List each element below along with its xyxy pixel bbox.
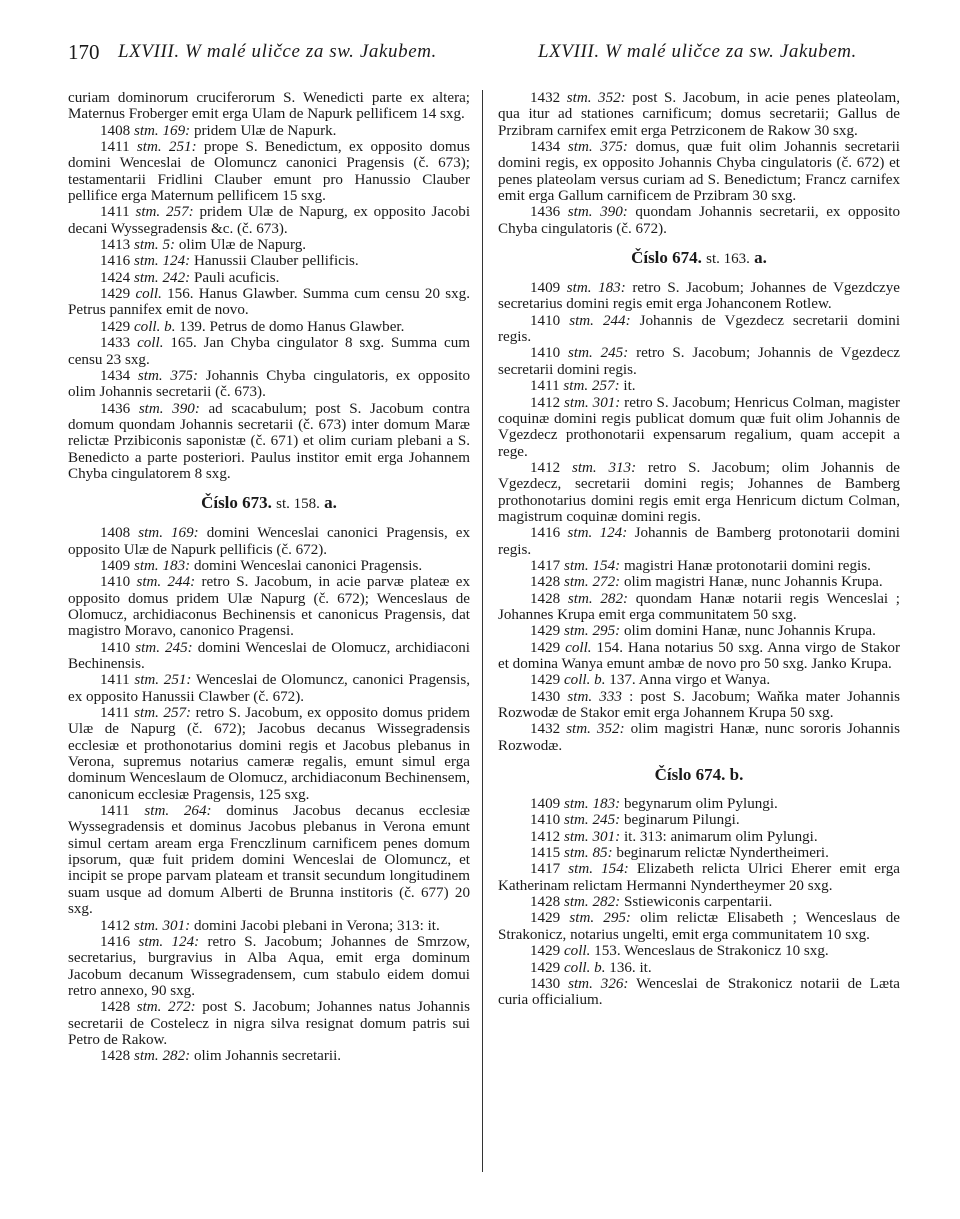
entry-year: 1428 bbox=[100, 999, 131, 1016]
entry-year: 1434 bbox=[100, 367, 131, 384]
entry-text: retro S. Jacobum; Johannes de Vgezdczye secretarius domini regis emit erga Johanconem Rotlew. bbox=[498, 280, 901, 313]
entry-year: 1428 bbox=[530, 590, 561, 607]
entry-source-ref: stm. 333 bbox=[567, 688, 622, 705]
entry-source-ref: stm. 375: bbox=[137, 367, 198, 384]
entry-source-ref: coll. bbox=[137, 335, 164, 352]
entry-year: 1424 bbox=[100, 269, 131, 286]
entry-text: magistri Hanæ protonotarii domini regis. bbox=[623, 557, 871, 574]
section-heading bbox=[498, 248, 900, 269]
entry-year: 1417 bbox=[530, 861, 561, 878]
record-entry bbox=[498, 591, 900, 624]
entry-text: olim domini Hanæ, nunc Johannis Krupa. bbox=[623, 623, 876, 640]
section-letter: a. bbox=[324, 493, 337, 513]
entry-source-ref: stm. 352: bbox=[566, 90, 626, 106]
entry-text: Wenceslai de Olomuncz, canonici Pragensis, ex opposito Hanussii Clawber (č. 672). bbox=[68, 672, 470, 705]
entry-text: retro S. Jacobum; Johannis de Vgezdecz secretarii domini regis. bbox=[498, 345, 900, 378]
record-entry bbox=[68, 705, 470, 803]
entry-source-ref: stm. 272: bbox=[563, 574, 621, 591]
entry-year: 1412 bbox=[530, 394, 561, 411]
entry-text: pridem Ulæ de Napurk. bbox=[193, 122, 337, 139]
record-entry bbox=[498, 280, 900, 313]
section-street-number: st. 158. bbox=[276, 496, 320, 513]
entry-year: 1429 bbox=[530, 672, 561, 689]
entry-text: it. 313: animarum olim Pylungi. bbox=[623, 828, 818, 845]
entry-source-ref: stm. 245: bbox=[568, 345, 629, 362]
entry-year: 1417 bbox=[530, 557, 561, 574]
entry-year: 1409 bbox=[530, 796, 561, 813]
entry-source-ref: coll. bbox=[563, 943, 591, 960]
record-entry bbox=[498, 829, 900, 845]
entry-year: 1429 bbox=[530, 943, 561, 960]
entry-text: beginarum relictæ Nyndertheimeri. bbox=[616, 845, 829, 862]
record-entry bbox=[68, 672, 470, 705]
record-entry bbox=[498, 460, 900, 525]
record-entry bbox=[68, 918, 470, 934]
record-entry bbox=[68, 139, 470, 204]
entry-text: domini Wenceslai canonici Pragensis, ex opposito Ulæ de Napurk pellificis (č. 672). bbox=[68, 525, 471, 558]
entry-text: Elizabeth relicta Ulrici Eherer emit erga Katherinam relictam Hermanni Nyndertheymer 20 sxg. bbox=[498, 861, 900, 894]
entry-source-ref: stm. 251: bbox=[134, 672, 192, 689]
entry-year: 1416 bbox=[530, 525, 561, 542]
section-letter: a. bbox=[754, 248, 767, 268]
entry-source-ref: stm. 257: bbox=[563, 378, 620, 395]
entry-year: 1411 bbox=[100, 204, 130, 221]
entry-year: 1411 bbox=[100, 803, 130, 820]
record-entry bbox=[68, 1048, 470, 1064]
entry-year: 1411 bbox=[530, 378, 560, 395]
entry-source-ref: stm. 245: bbox=[135, 639, 193, 656]
entry-text: Johannis de Bamberg protonotarii domini regis. bbox=[498, 525, 900, 558]
running-header bbox=[68, 40, 888, 70]
entry-text: Wenceslai de Strakonicz notarii de Læta curia officialium. bbox=[498, 975, 900, 1009]
entry-text: 153. Wenceslaus de Strakonicz 10 sxg. bbox=[594, 943, 829, 960]
record-entry bbox=[68, 237, 470, 253]
entry-text: quondam Johannis secretarii, ex opposito Chyba cingulatoris (č. 672). bbox=[498, 204, 901, 237]
record-entry bbox=[498, 910, 900, 943]
record-entry bbox=[498, 395, 900, 460]
entry-source-ref: stm. 124: bbox=[138, 933, 200, 950]
entry-year: 1410 bbox=[530, 345, 561, 362]
section-number: Číslo 674. bbox=[631, 248, 702, 268]
record-entry bbox=[68, 319, 470, 335]
running-title-left: LXVIII. W malé uličce za sw. Jakubem. bbox=[118, 41, 437, 62]
record-entry bbox=[498, 861, 900, 894]
entry-source-ref: coll. b. bbox=[133, 318, 176, 335]
record-entry bbox=[498, 894, 900, 910]
entry-text: retro S. Jacobum; olim Johannis de Vgezdecz, secretarii domini regis; Johannes de Bamberg prothonotarius domini regis emit erga Henricum dictum Colman, magistrum coquinæ domini regis. bbox=[498, 459, 900, 525]
page-number: 170 bbox=[68, 40, 100, 64]
entry-year: 1413 bbox=[100, 237, 131, 254]
entry-year: 1430 bbox=[530, 688, 561, 705]
entry-year: 1410 bbox=[530, 312, 561, 329]
section-number: Číslo 674. b. bbox=[654, 765, 744, 785]
entry-year: 1409 bbox=[530, 280, 561, 297]
entry-source-ref: stm. 301: bbox=[564, 394, 621, 411]
entry-text: olim relictæ Elisabeth ; Wenceslaus de Strakonicz, notarius ungelti, emit erga communitatem 10 sxg. bbox=[498, 910, 900, 943]
entry-text: ad scacabulum; post S. Jacobum contra domum quondam Johannis secretarii (č. 673) inter domum Maræ relictæ Przibiconis saponistæ (č. 671) et olim curiam plebani a S. Benedicto a parte posteriori. Paulus institor emit erga Johannem Chyba cingulatorem 8 sxg. bbox=[68, 400, 470, 482]
entry-source-ref: stm. 390: bbox=[138, 400, 200, 417]
entry-year: 1416 bbox=[100, 253, 131, 270]
record-entry bbox=[498, 812, 900, 828]
entry-source-ref: stm. 124: bbox=[133, 253, 191, 270]
entry-year: 1436 bbox=[530, 204, 561, 221]
record-entry bbox=[68, 525, 470, 558]
entry-text: domini Wenceslai de Olomucz, archidiaconi Bechinensis. bbox=[68, 639, 470, 672]
entry-source-ref: stm. 169: bbox=[133, 122, 191, 139]
record-entry bbox=[68, 574, 470, 639]
entry-year: 1434 bbox=[530, 139, 561, 156]
entry-year: 1415 bbox=[530, 845, 561, 862]
record-entry bbox=[498, 672, 900, 688]
entry-text: olim Johannis secretarii. bbox=[193, 1048, 342, 1065]
record-entry bbox=[498, 90, 900, 139]
running-title-right: LXVIII. W malé uličce za sw. Jakubem. bbox=[538, 41, 857, 62]
entry-source-ref: stm. 390: bbox=[567, 204, 628, 221]
entry-year: 1429 bbox=[530, 623, 561, 640]
record-entry bbox=[498, 976, 900, 1009]
entry-text: olim magistri Hanæ, nunc sororis Johannis Rozwodæ. bbox=[498, 721, 900, 754]
record-entry bbox=[68, 253, 470, 269]
entry-text: 156. Hanus Glawber. Summa cum censu 20 sxg. Petrus pannifex emit de novo. bbox=[68, 286, 470, 319]
entry-source-ref: stm. 375: bbox=[567, 139, 628, 156]
record-entry bbox=[68, 803, 470, 917]
entry-source-ref: coll. bbox=[565, 639, 592, 656]
record-entry bbox=[498, 345, 900, 378]
section-number: Číslo 673. bbox=[201, 493, 272, 513]
entry-text: Johannis de Vgezdecz secretarii domini regis. bbox=[498, 312, 901, 346]
entry-text: : post S. Jacobum; Waňka mater Johannis Rozwodæ de Stakor emit erga Johannem Krupa 50 sxg. bbox=[498, 688, 900, 722]
entry-text: post S. Jacobum, in acie penes plateolam, qua itur ad stationes carnificum; domus secretarii; Gallus de Przibram carnifex emit erga Petrziconem de Rakow 30 sxg. bbox=[498, 90, 901, 139]
record-entry bbox=[498, 689, 900, 722]
record-entry bbox=[498, 721, 900, 754]
record-entry bbox=[68, 90, 470, 123]
entry-source-ref: stm. 169: bbox=[138, 525, 199, 542]
entry-source-ref: stm. 154: bbox=[563, 557, 621, 574]
entry-source-ref: stm. 301: bbox=[563, 828, 621, 845]
record-entry bbox=[498, 943, 900, 959]
record-entry bbox=[498, 845, 900, 861]
record-entry bbox=[498, 313, 900, 346]
entry-source-ref: stm. 295: bbox=[569, 910, 631, 927]
record-entry bbox=[68, 368, 470, 401]
entry-source-ref: stm. 183: bbox=[133, 557, 191, 574]
entry-year: 1412 bbox=[530, 828, 561, 845]
record-entry bbox=[498, 574, 900, 590]
entry-text: post S. Jacobum; Johannes natus Johannis secretarii de Costelecz in nigra silva resignat domum patris sui Petro de Rakow. bbox=[68, 999, 470, 1048]
entry-text: pridem Ulæ de Napurg, ex opposito Jacobi decani Wyssegradensis &c. (č. 673). bbox=[68, 204, 471, 237]
entry-source-ref: stm. 183: bbox=[566, 280, 626, 297]
entry-source-ref: stm. 183: bbox=[563, 796, 621, 813]
entry-text: Johannis Chyba cingulatoris, ex opposito olim Johannis secretarii (č. 673). bbox=[68, 367, 470, 401]
entry-text: Hanussii Clauber pellificis. bbox=[193, 253, 359, 270]
entry-source-ref: stm. 85: bbox=[563, 845, 613, 862]
record-entry bbox=[498, 796, 900, 812]
entry-source-ref: stm. 272: bbox=[136, 999, 196, 1016]
entry-text: quondam Hanæ notarii regis Wenceslai ; Johannes Krupa emit erga communitatem 50 sxg. bbox=[498, 590, 900, 623]
entry-year: 1429 bbox=[530, 959, 561, 976]
entry-text: beginarum Pilungi. bbox=[623, 812, 740, 829]
entry-text: retro S. Jacobum, in acie parvæ plateæ ex opposito domus pridem Ulæ Napurg (č. 672); Wenceslaus de Olomucz, archidiaconus Bechinensis et canonicus Pragensis, dat magistro Moravo, canonico Pragensi. bbox=[68, 574, 470, 640]
entry-year: 1428 bbox=[530, 894, 561, 911]
entry-text: dominus Jacobus decanus ecclesiæ Wyssegradensis et dominus Jacobus plebanus in Verona emunt simul certam aream erga Frenczlinum carnificem penes domum ipsorum, quæ fuit pridem domini Wenceslai de Olomuncz, et incipit se prope parvam plateam et transit secundum longitudinem suam usque ad domum Alberti de Brunna institoris (č. 677) 20 sxg. bbox=[68, 803, 470, 918]
entry-year: 1411 bbox=[100, 672, 130, 689]
section-street-number: st. 163. bbox=[706, 251, 750, 268]
entry-year: 1433 bbox=[100, 335, 131, 352]
entry-year: 1410 bbox=[530, 812, 561, 829]
entry-year: 1432 bbox=[530, 90, 561, 106]
entry-text: olim Ulæ de Napurg. bbox=[178, 237, 307, 254]
entry-text: it. bbox=[623, 378, 636, 395]
entry-text: retro S. Jacobum, ex opposito domus pridem Ulæ de Napurg (č. 672); Jacobus decanus Wissegradensis ecclesiæ et prothonotarius domini regis et Jacobus plebanus in Verona, supremus notarius cameræ regalis, emunt simul erga dominum Wenceslaum de Olomucz, archidiaconum Bechinensem, canonicum ecclesiæ Pragensis, 125 sxg. bbox=[68, 705, 470, 803]
record-entry bbox=[498, 960, 900, 976]
record-entry bbox=[68, 286, 470, 319]
entry-year: 1412 bbox=[530, 459, 561, 476]
entry-source-ref: stm. 154: bbox=[568, 861, 629, 878]
record-entry bbox=[68, 401, 470, 483]
entry-source-ref: stm. 244: bbox=[569, 312, 631, 329]
entry-source-ref: stm. 352: bbox=[566, 721, 625, 738]
entry-source-ref: stm. 251: bbox=[136, 139, 197, 156]
entry-text: olim magistri Hanæ, nunc Johannis Krupa. bbox=[623, 574, 883, 591]
entry-text: domini Jacobi plebani in Verona; 313: it. bbox=[193, 917, 440, 934]
entry-source-ref: stm. 282: bbox=[567, 590, 629, 607]
entry-source-ref: stm. 295: bbox=[563, 623, 621, 640]
record-entry bbox=[498, 204, 900, 237]
entry-source-ref: coll. bbox=[135, 286, 162, 303]
entry-source-ref: stm. 124: bbox=[567, 525, 628, 542]
entry-text: 154. Hana notarius 50 sxg. Anna virgo de Stakor et domina Wanya emunt ambæ de novo pro 50 sxg. Janko Krupa. bbox=[498, 639, 901, 672]
record-entry bbox=[68, 934, 470, 999]
entry-year: 1409 bbox=[100, 557, 131, 574]
entry-source-ref: stm. 242: bbox=[133, 269, 191, 286]
entry-text: prope S. Benedictum, ex opposito domus domini Wenceslai de Olomuncz canonici Pragensis (č. 673); testamentarii Fridlini Clauber emunt pro Hanussio Clauber pellifice erga Maternum pellificem 15 sxg. bbox=[68, 139, 470, 205]
entry-text: retro S. Jacobum; Henricus Colman, magister coquinæ domini regis publicat domum quæ fuit olim Johannis de Vgezdecz prothonotarii expensarum regalium, quam accepit a rege. bbox=[498, 394, 900, 460]
record-entry bbox=[68, 640, 470, 673]
entry-text: Sstiewiconis carpentarii. bbox=[623, 894, 773, 911]
entry-text: 136. it. bbox=[609, 959, 652, 976]
entry-source-ref: stm. 282: bbox=[563, 894, 621, 911]
entry-source-ref: stm. 257: bbox=[135, 204, 194, 221]
entry-source-ref: stm. 301: bbox=[133, 917, 191, 934]
record-entry bbox=[498, 640, 900, 673]
entry-year: 1429 bbox=[100, 286, 131, 303]
entry-source-ref: stm. 257: bbox=[134, 705, 192, 722]
entry-source-ref: stm. 264: bbox=[144, 803, 212, 820]
entry-source-ref: stm. 244: bbox=[136, 574, 196, 591]
record-entry bbox=[68, 204, 470, 237]
entry-source-ref: coll. b. bbox=[563, 959, 606, 976]
section-heading bbox=[68, 493, 470, 514]
entry-year: 1412 bbox=[100, 917, 131, 934]
column-divider bbox=[482, 90, 483, 1172]
record-entry bbox=[498, 623, 900, 639]
section-heading bbox=[498, 765, 900, 785]
entry-text: curiam dominorum cruciferorum S. Wenedicti parte ex altera; Maternus Froberger emit erga Ulam de Napurk pellificem 14 sxg. bbox=[68, 90, 470, 123]
record-entry bbox=[68, 335, 470, 368]
record-entry bbox=[498, 378, 900, 394]
entry-text: retro S. Jacobum; Johannes de Smrzow, secretarius, burgravius in Alba Aqua, emit erga dominum Jacobum decanum Wissegradensem, cum stabulo eidem domui retro annexo, 90 sxg. bbox=[68, 933, 470, 999]
entry-year: 1416 bbox=[100, 933, 131, 950]
record-entry bbox=[498, 525, 900, 558]
entry-text: 139. Petrus de domo Hanus Glawber. bbox=[179, 318, 405, 335]
left-column bbox=[68, 90, 470, 1065]
entry-year: 1428 bbox=[530, 574, 561, 591]
entry-text: Pauli acuficis. bbox=[193, 269, 280, 286]
record-entry bbox=[498, 558, 900, 574]
right-column bbox=[498, 90, 900, 1009]
entry-year: 1408 bbox=[100, 525, 131, 542]
entry-source-ref: coll. b. bbox=[563, 672, 606, 689]
record-entry bbox=[68, 270, 470, 286]
entry-year: 1430 bbox=[530, 975, 561, 992]
entry-source-ref: stm. 282: bbox=[133, 1048, 191, 1065]
entry-year: 1411 bbox=[100, 139, 130, 156]
entry-source-ref: stm. 5: bbox=[133, 237, 176, 254]
entry-year: 1429 bbox=[100, 318, 131, 335]
entry-year: 1432 bbox=[530, 721, 561, 738]
entry-year: 1410 bbox=[100, 639, 131, 656]
record-entry bbox=[68, 558, 470, 574]
entry-text: domini Wenceslai canonici Pragensis. bbox=[193, 557, 423, 574]
entry-year: 1428 bbox=[100, 1048, 131, 1065]
entry-year: 1408 bbox=[100, 122, 131, 139]
entry-text: begynarum olim Pylungi. bbox=[623, 796, 778, 813]
record-entry bbox=[68, 123, 470, 139]
entry-text: domus, quæ fuit olim Johannis secretarii domini regis, ex opposito Johannis Chyba cingulatoris (č. 672) et penes plateolam versus curiam ad S. Benedictum; Francz carnifex emit erga Gallum carnificem de Przibram 30 sxg. bbox=[498, 139, 901, 205]
entry-source-ref: stm. 245: bbox=[563, 812, 621, 829]
entry-year: 1429 bbox=[530, 910, 561, 927]
entry-text: 137. Anna virgo et Wanya. bbox=[609, 672, 771, 689]
record-entry bbox=[68, 999, 470, 1048]
entry-year: 1436 bbox=[100, 400, 131, 417]
entry-year: 1411 bbox=[100, 705, 130, 722]
record-entry bbox=[498, 139, 900, 204]
entry-source-ref: stm. 326: bbox=[568, 975, 629, 992]
entry-year: 1410 bbox=[100, 574, 131, 591]
entry-text: 165. Jan Chyba cingulator 8 sxg. Summa cum censu 23 sxg. bbox=[68, 335, 470, 368]
entry-source-ref: stm. 313: bbox=[571, 459, 637, 476]
entry-year: 1429 bbox=[530, 639, 561, 656]
